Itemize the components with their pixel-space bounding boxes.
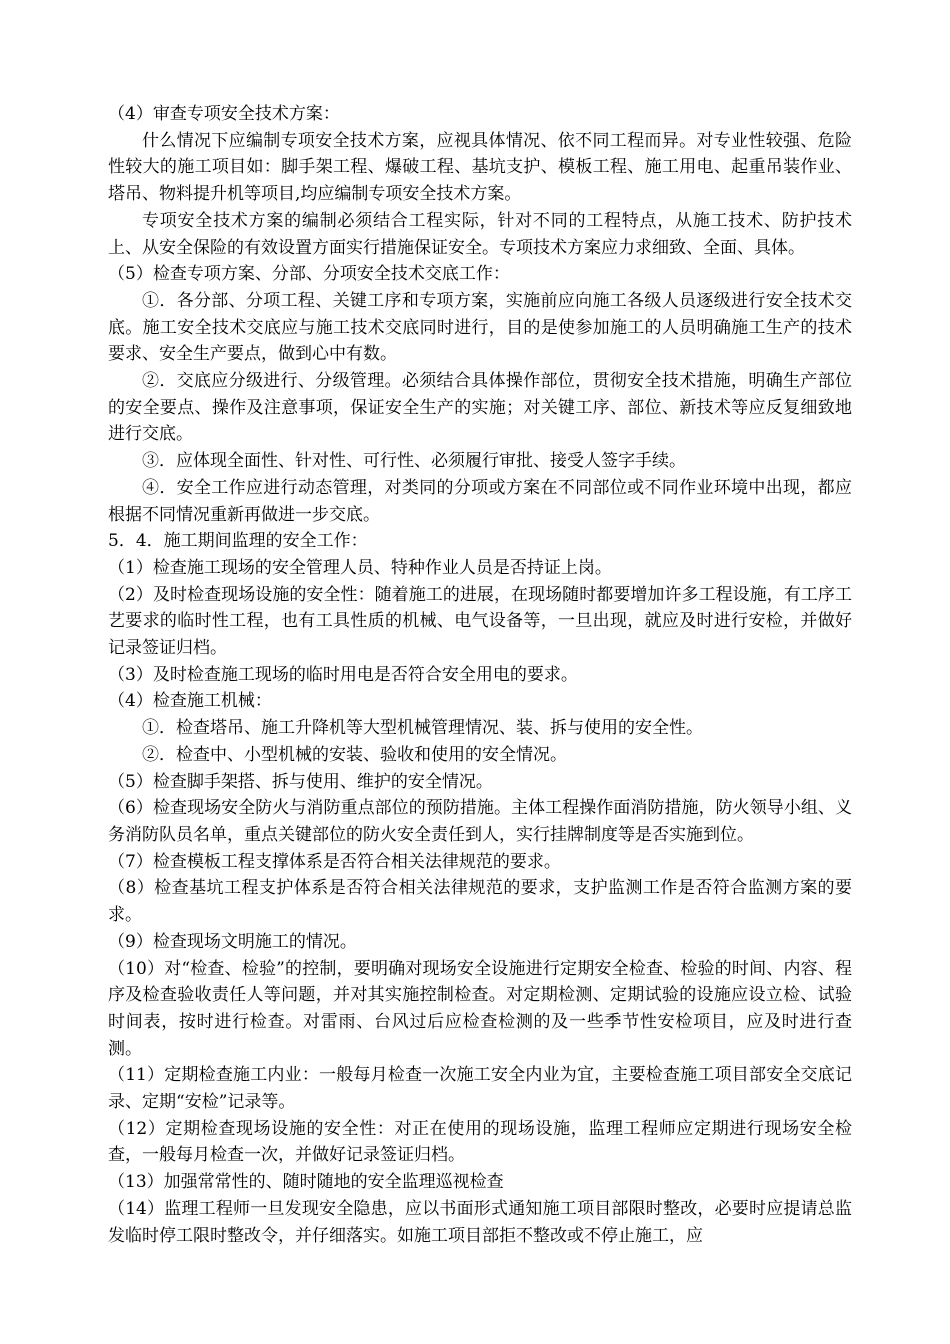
paragraph: （6）检查现场安全防火与消防重点部位的预防措施。主体工程操作面消防措施，防火领导小组、义务消防队员名单，重点关键部位的防火安全责任到人，实行挂牌制度等是否实施到位。 (108, 798, 852, 845)
paragraph: （14）监理工程师一旦发现安全隐患，应以书面形式通知施工项目部限时整改，必要时应提请总监发临时停工限时整改令，并仔细落实。如施工项目部拒不整改或不停止施工，应 (108, 1198, 852, 1246)
paragraph: （7）检查模板工程支撑体系是否符合相关法律规范的要求。 (108, 851, 561, 872)
paragraph: （5）检查脚手架搭、拆与使用、维护的安全情况。 (108, 771, 493, 792)
paragraph: 什么情况下应编制专项安全技术方案，应视具体情况、依不同工程而异。对专业性较强、危险性较大的施工项目如：脚手架工程、爆破工程、基坑支护、模板工程、施工用电、起重吊装作业、塔吊、物料提升机等项目,均应编制专项安全技术方案。 (108, 130, 852, 205)
document-body (108, 101, 852, 1249)
paragraph: （4）检查施工机械： (108, 691, 272, 712)
paragraph: （9）检查现场文明施工的情况。 (108, 931, 357, 952)
paragraph: ④．安全工作应进行动态管理，对类同的分项或方案在不同部位或不同作业环境中出现，都应根据不同情况重新再做进一步交底。 (108, 477, 852, 525)
paragraph: ②．检查中、小型机械的安装、验收和使用的安全情况。 (142, 744, 567, 765)
paragraph: ②．交底应分级进行、分级管理。必须结合具体操作部位，贯彻安全技术措施，明确生产部位的安全要点、操作及注意事项，保证安全生产的实施；对关键工序、部位、新技术等应反复细致地进行交底。 (108, 371, 852, 445)
paragraph: （3）及时检查施工现场的临时用电是否符合安全用电的要求。 (108, 664, 578, 685)
paragraph: （13）加强常常性的、随时随地的安全监理巡视检查 (108, 1172, 504, 1193)
paragraph: ①．各分部、分项工程、关键工序和专项方案，实施前应向施工各级人员逐级进行安全技术交底。施工安全技术交底应与施工技术交底同时进行，目的是使参加施工的人员明确施工生产的技术要求、安全生产要点，做到心中有数。 (108, 290, 852, 365)
paragraph: （12）定期检查现场设施的安全性：对正在使用的现场设施，监理工程师应定期进行现场安全检查，一般每月检查一次，并做好记录签证归档。 (108, 1118, 852, 1166)
paragraph: ③．应体现全面性、针对性、可行性、必须履行审批、接受人签字手续。 (142, 451, 686, 472)
section-heading: 5．4．施工期间监理的安全工作： (108, 531, 368, 552)
paragraph: ①．检查塔吊、施工升降机等大型机械管理情况、装、拆与使用的安全性。 (142, 718, 703, 739)
paragraph: （8）检查基坑工程支护体系是否符合相关法律规范的要求，支护监测工作是否符合监测方案的要求。 (108, 878, 852, 926)
paragraph: （5）检查专项方案、分部、分项安全技术交底工作： (108, 264, 510, 285)
paragraph: （4）审查专项安全技术方案： (108, 104, 340, 124)
paragraph: 专项安全技术方案的编制必须结合工程实际，针对不同的工程特点，从施工技术、防护技术上、从安全保险的有效设置方面实行措施保证安全。专项技术方案应力求细致、全面、具体。 (108, 210, 852, 258)
paragraph: （10）对“检查、检验”的控制，要明确对现场安全设施进行定期安全检查、检验的时间、内容、程序及检查验收责任人等问题，并对其实施控制检查。对定期检测、定期试验的设施应设立检、试验时间表，按时进行检查。对雷雨、台风过后应检查检测的及一些季节性安检项目，应及时进行查测。 (108, 958, 852, 1059)
paragraph: （1）检查施工现场的安全管理人员、特种作业人员是否持证上岗。 (108, 557, 612, 578)
paragraph: （2）及时检查现场设施的安全性：随着施工的进展，在现场随时都要增加许多工程设施，有工序工艺要求的临时性工程，也有工具性质的机械、电气设备等，一旦出现，就应及时进行安检，并做好记录签证归档。 (108, 584, 852, 659)
paragraph: （11）定期检查施工内业：一般每月检查一次施工安全内业为宜，主要检查施工项目部安全交底记录、定期“安检”记录等。 (108, 1065, 852, 1113)
